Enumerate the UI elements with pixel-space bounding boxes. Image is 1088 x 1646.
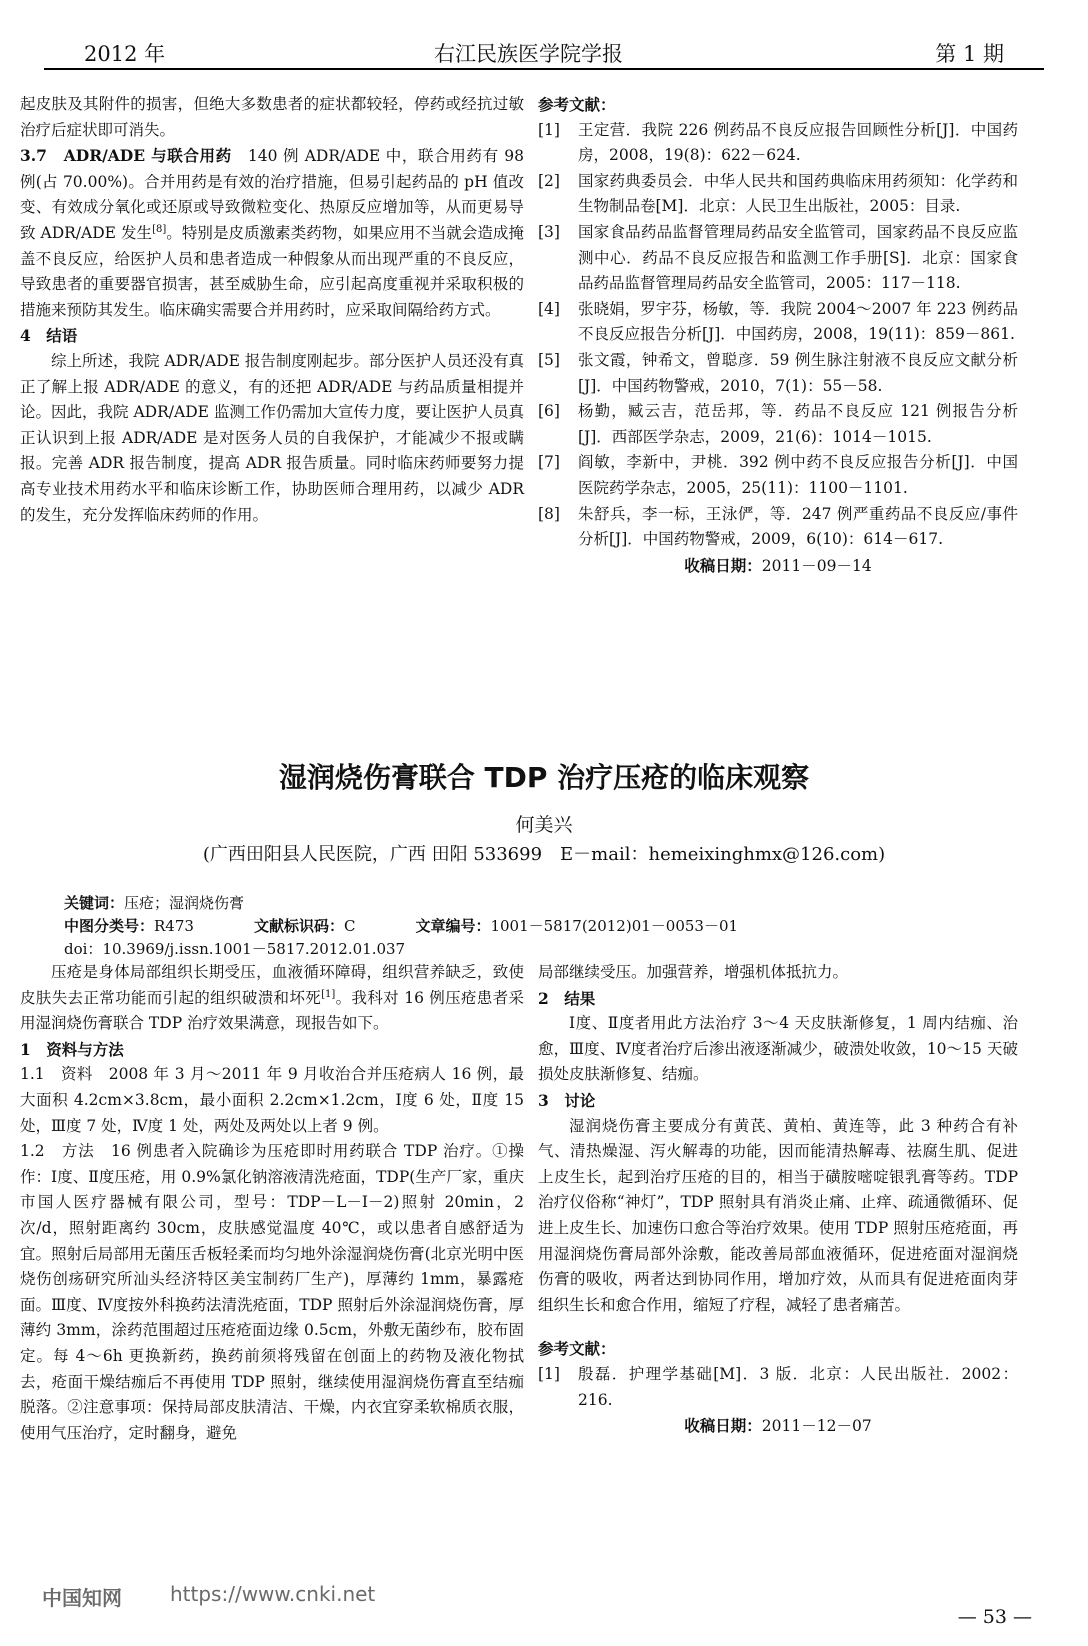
received-value: 2011－12－07	[761, 1417, 872, 1436]
doccode-value: C	[343, 917, 356, 935]
ref-number: [1]	[538, 1364, 560, 1383]
article-author: 何美兴	[515, 814, 573, 836]
reference-item	[538, 220, 1018, 297]
section-1-2: 1.2 方法 16 例患者入院确诊为压疮即时用药联合 TDP 治疗。①操作：Ⅰ度、Ⅱ度压疮，用 0.9%氯化钠溶液清洗疮面，TDP(生产厂家，重庆市国人医疗器械有限公司，型号：TDP－L－I－2)照射 20min，2 次/d，照射距离约 30cm，皮肤感觉温度 40℃，或以患者自感舒适为宜。照射后局部用无菌压舌板轻柔而均匀地外涂湿润烧伤膏(北京光明中医烧伤创疡研究所汕头经济特区美宝制药厂生产)，厚薄约 1mm，暴露疮面。Ⅲ度、Ⅳ度按外科换药法清洗疮面，TDP 照射后外涂湿润烧伤膏，厚薄约 3mm，涂药范围超过压疮疮面边缘 0.5cm，外敷无菌纱布，胶布固定。每 4～6h 更换新药，换药前须将残留在创面上的药物及液化物拭去，疮面干燥结痂后不再使用 TDP 照射，继续使用湿润烧伤膏直至结痂脱落。②注意事项：保持局部皮肤清洁、干燥，内衣宜穿柔软棉质衣服，使用气压治疗，定时翻身，避免	[20, 1142, 524, 1442]
reference-item	[538, 502, 1018, 553]
references-heading: 参考文献：	[538, 1339, 616, 1359]
received-label: 收稿日期：	[684, 1416, 762, 1436]
article-title: 湿润烧伤膏联合 TDP 治疗压疮的临床观察	[278, 761, 810, 794]
reference-item	[538, 399, 1018, 450]
clc-label: 中图分类号：	[64, 917, 155, 935]
doccode-label: 文献标识码：	[253, 917, 344, 935]
paragraph: 起皮肤及其附件的损害，但绝大多数患者的症状都较轻，停药或经抗过敏治疗后症状即可消失。	[20, 95, 524, 139]
paragraph: Ⅰ度、Ⅱ度者用此方法治疗 3～4 天皮肤渐修复，1 周内结痂、治愈，Ⅲ度、Ⅳ度者治疗后渗出液逐渐减少，破溃处收敛，10～15 天破损处皮肤渐修复、结痂。	[538, 1014, 1018, 1084]
header-year: 2012 年	[84, 42, 166, 66]
ref-text: 张晓娟，罗宇芬，杨敏，等．我院 2004～2007 年 223 例药品不良反应报告分析[J]．中国药房，2008，19(11)：859－861.	[578, 299, 1018, 344]
reference-item	[538, 169, 1018, 220]
bottom-right-column	[538, 960, 1018, 1440]
cnki-logo: 中国知网	[42, 1586, 122, 1610]
top-left-column	[20, 92, 524, 528]
top-right-column	[538, 92, 1018, 579]
paragraph: 综上所述，我院 ADR/ADE 报告制度刚起步。部分医护人员还没有真正了解上报 ADR/ADE 的意义，有的还把 ADR/ADE 与药品质量相提并论。因此，我院 ADR/ADE 监测工作仍需加大宣传力度，要让医护人员真正认识到上报 ADR/ADE 是对医务人员的自我保护，才能减少不报或瞒报。完善 ADR 报告制度，提高 ADR 报告质量。同时临床药师要努力提高专业技术用药水平和临床诊断工作，协助医师合理用药，以减少 ADR 的发生，充分发挥临床药师的作用。	[20, 351, 524, 524]
article-affiliation: (广西田阳县人民医院，广西 田阳 533699 E－mail：hemeixinghmx@126.com)	[202, 844, 886, 865]
section-heading: 2 结果	[538, 988, 596, 1008]
reference-item	[538, 1362, 1018, 1413]
page-number: — 53 —	[957, 1606, 1032, 1628]
ref-text: 阎敏，李新中，尹桃．392 例中药不良反应报告分析[J]．中国医院药学杂志，2005，25(11)：1100－1101.	[578, 453, 1018, 497]
keywords-line	[64, 892, 738, 915]
received-value: 2011－09－14	[761, 556, 872, 575]
article-metadata	[64, 892, 738, 961]
reference-item	[538, 348, 1018, 399]
ref-text: 朱舒兵，李一标，王泳俨，等．247 例严重药品不良反应/事件分析[J]．中国药物警戒，2009，6(10)：614－617.	[578, 504, 1018, 549]
section-heading: 4 结语	[20, 326, 78, 346]
section-heading: 3 讨论	[538, 1090, 596, 1110]
received-label: 收稿日期：	[684, 555, 762, 575]
ref-text: 杨勤，臧云吉，范岳邦，等．药品不良反应 121 例报告分析[J]．西部医学杂志，2009，21(6)：1014－1015.	[578, 402, 1018, 446]
section-3-7	[20, 143, 524, 323]
running-header	[44, 36, 1044, 70]
ref-number: [5]	[538, 350, 560, 369]
header-journal: 右江民族医学院学报	[434, 42, 623, 66]
section-heading: 3.7 ADR/ADE 与联合用药	[20, 146, 232, 166]
reference-item	[538, 450, 1018, 501]
ref-number: [3]	[538, 222, 560, 241]
section-heading: 1 资料与方法	[20, 1039, 124, 1059]
paragraph: 湿润烧伤膏主要成分有黄芪、黄柏、黄连等，此 3 种药合有补气、清热燥湿、泻火解毒的功能，因而能清热解毒、祛腐生肌、促进上皮生长，起到治疗压疮的目的，相当于磺胺嘧啶银乳膏等药。TDP 治疗仪俗称“神灯”，TDP 照射具有消炎止痛、止痒、疏通微循环、促进上皮生长、加速伤口愈合等治疗效果。使用 TDP 照射压疮疮面，再用湿润烧伤膏局部外涂敷，能改善局部血液循环，促进疮面对湿润烧伤膏的吸收，两者达到协同作用，增加疗效，从而具有促进疮面肉芽组织生长和愈合作用，缩短了疗程，减轻了患者痛苦。	[538, 1116, 1018, 1314]
citation: [1]	[321, 988, 336, 1000]
section-text: 140 例 ADR/ADE 中，联合用药有 98 例(占 70.00%)。合并用药是有效的治疗措施，但易引起药品的 pH 值改变、有效成分氧化或还原或导致微粒变化、热原反应增加等，从而更易导致 ADR/ADE 发生	[20, 147, 524, 242]
ref-text: 王定营．我院 226 例药品不良反应报告回顾性分析[J]．中国药房，2008，19(8)：622－624.	[578, 120, 1018, 165]
ref-number: [1]	[538, 120, 560, 139]
keywords-value: 压疮；湿润烧伤膏	[124, 894, 245, 912]
classification-line	[64, 915, 738, 938]
keywords-label: 关键词：	[64, 894, 125, 912]
bottom-left-column	[20, 960, 524, 1446]
citation: [8]	[152, 223, 167, 235]
articleno-label: 文章编号：	[415, 917, 491, 935]
ref-number: [2]	[538, 171, 560, 190]
articleno-value: 1001－5817(2012)01－0053－01	[490, 917, 739, 935]
references-heading: 参考文献：	[538, 95, 616, 114]
received-date	[538, 553, 1018, 580]
ref-text: 国家药典委员会．中华人民共和国药典临床用药须知：化学药和生物制品卷[M]．北京：人民卫生出版社，2005：目录.	[578, 171, 1018, 216]
ref-number: [8]	[538, 504, 560, 523]
doi: doi：10.3969/j.issn.1001－5817.2012.01.037	[64, 940, 406, 958]
header-issue: 第 1 期	[935, 42, 1004, 66]
ref-text: 殷磊．护理学基础[M]．3 版．北京：人民出版社．2002：216.	[578, 1364, 1018, 1409]
section-1-1: 1.1 资料 2008 年 3 月～2011 年 9 月收治合并压疮病人 16 例，最大面积 4.2cm×3.8cm，最小面积 2.2cm×1.2cm，Ⅰ度 6 处，Ⅱ度 15 处，Ⅲ度 7 处，Ⅳ度 1 处，两处及两处以上者 9 例。	[20, 1065, 524, 1135]
received-date	[538, 1413, 1018, 1440]
paragraph: 局部继续受压。加强营养，增强机体抵抗力。	[538, 963, 849, 981]
ref-text: 国家食品药品监督管理局药品安全监管司，国家药品不良反应监测中心．药品不良反应报告和监测工作手册[S]．北京：国家食品药品监督管理局药品安全监管司，2005：117－118.	[578, 222, 1018, 293]
clc-value: R473	[154, 917, 194, 935]
ref-text: 张文霞，钟希文，曾聪彦．59 例生脉注射液不良反应文献分析[J]．中国药物警戒，2010，7(1)：55－58.	[578, 350, 1018, 395]
intro-paragraph	[20, 960, 524, 1037]
section-text: 。特别是皮质激素类药物，如果应用不当就会造成掩盖不良反应，给医护人员和患者造成一种假象从而出现严重的不良反应，导致患者的重要器官损害，甚至威胁生命，应引起高度重视并采取积极的措施来预防其发生。临床确实需要合并用药时，应采取间隔给药方式。	[20, 223, 524, 319]
intro-text: 。我科对 16 例压疮患者采用湿润烧伤膏联合 TDP 治疗效果满意，现报告如下。	[20, 988, 524, 1033]
ref-number: [6]	[538, 402, 560, 421]
reference-item	[538, 297, 1018, 348]
reference-item	[538, 118, 1018, 169]
ref-number: [4]	[538, 299, 560, 318]
intro-text: 压疮是身体局部组织长期受压，血液循环障碍，组织营养缺乏，致使皮肤失去正常功能而引起的组织破溃和坏死	[20, 963, 524, 1007]
ref-number: [7]	[538, 453, 560, 472]
cnki-url-link[interactable]: https://www.cnki.net	[170, 1582, 376, 1606]
